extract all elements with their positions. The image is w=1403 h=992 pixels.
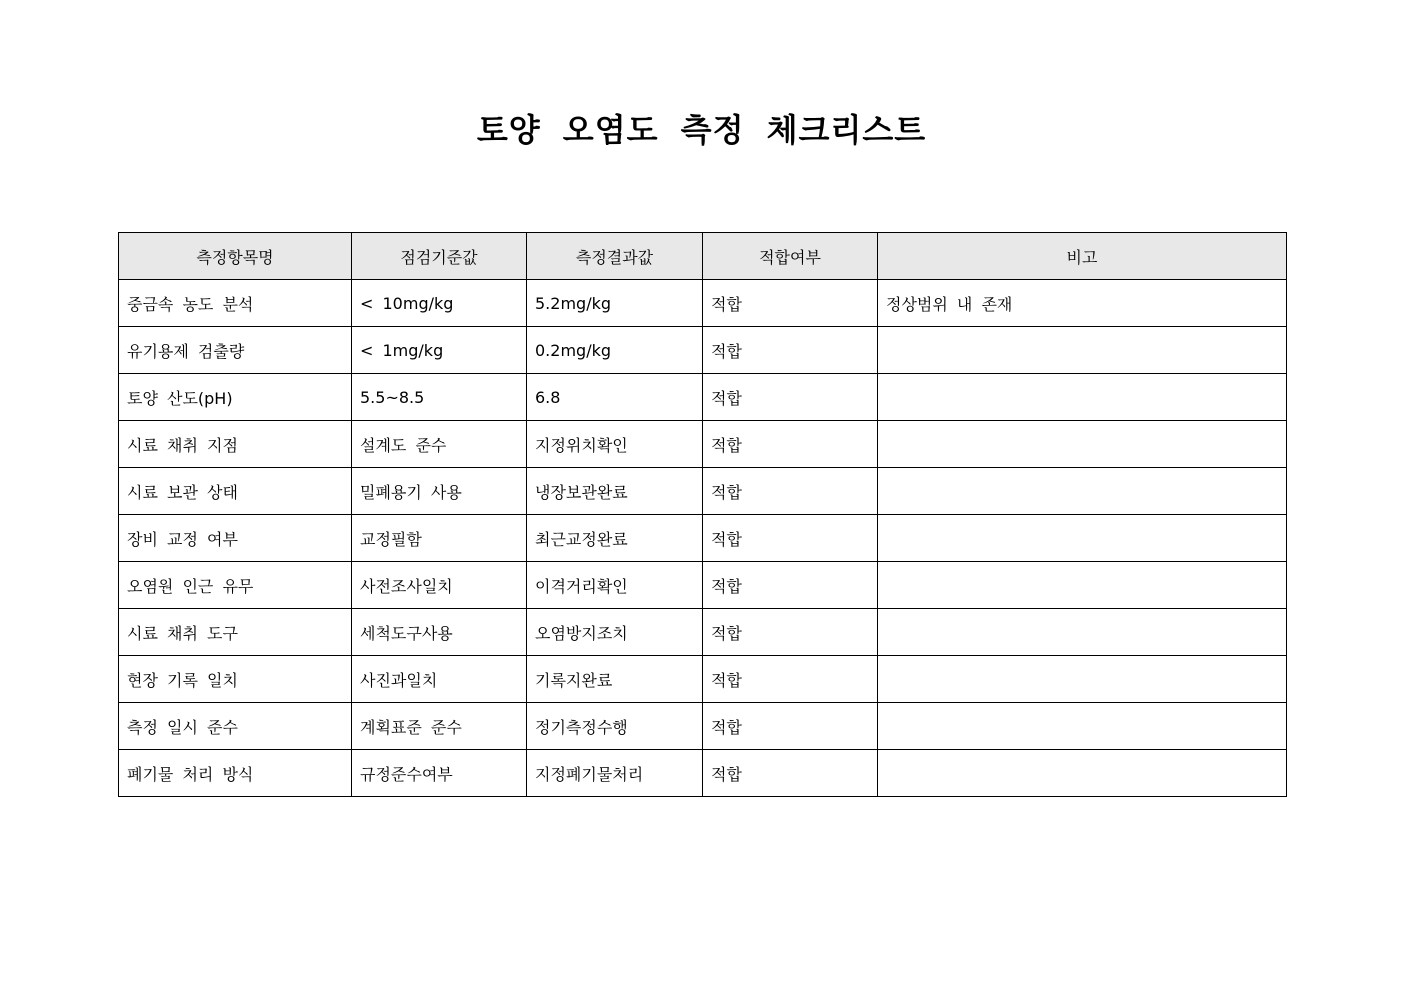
header-remarks: 비고: [878, 233, 1287, 280]
header-item-name: 측정항목명: [119, 233, 352, 280]
cell-standard: 사진과일치: [352, 656, 527, 703]
cell-compliance: 적합: [703, 750, 878, 797]
cell-item-name: 현장 기록 일치: [119, 656, 352, 703]
table-row: [119, 562, 1287, 609]
checklist-table: [118, 232, 1287, 797]
table-row: [119, 750, 1287, 797]
cell-remarks: [878, 750, 1287, 797]
cell-result: 냉장보관완료: [527, 468, 703, 515]
cell-result: 정기측정수행: [527, 703, 703, 750]
table-row: [119, 656, 1287, 703]
cell-item-name: 유기용제 검출량: [119, 327, 352, 374]
cell-remarks: [878, 703, 1287, 750]
cell-result: 최근교정완료: [527, 515, 703, 562]
table-row: [119, 421, 1287, 468]
cell-compliance: 적합: [703, 327, 878, 374]
cell-compliance: 적합: [703, 656, 878, 703]
cell-standard: 세척도구사용: [352, 609, 527, 656]
cell-standard: 설계도 준수: [352, 421, 527, 468]
header-compliance: 적합여부: [703, 233, 878, 280]
cell-remarks: [878, 374, 1287, 421]
cell-standard: 계획표준 준수: [352, 703, 527, 750]
cell-item-name: 오염원 인근 유무: [119, 562, 352, 609]
cell-standard: 교정필함: [352, 515, 527, 562]
cell-compliance: 적합: [703, 468, 878, 515]
cell-remarks: 정상범위 내 존재: [878, 280, 1287, 327]
cell-result: 5.2mg/kg: [527, 280, 703, 327]
cell-item-name: 폐기물 처리 방식: [119, 750, 352, 797]
cell-remarks: [878, 656, 1287, 703]
cell-item-name: 장비 교정 여부: [119, 515, 352, 562]
table-header-row: [119, 233, 1287, 280]
cell-result: 이격거리확인: [527, 562, 703, 609]
cell-item-name: 토양 산도(pH): [119, 374, 352, 421]
cell-item-name: 시료 채취 지점: [119, 421, 352, 468]
table-row: [119, 468, 1287, 515]
table-row: [119, 374, 1287, 421]
document-title: 토양 오염도 측정 체크리스트: [476, 111, 927, 149]
cell-remarks: [878, 515, 1287, 562]
cell-compliance: 적합: [703, 562, 878, 609]
table-row: [119, 609, 1287, 656]
cell-remarks: [878, 562, 1287, 609]
cell-remarks: [878, 468, 1287, 515]
table-row: [119, 280, 1287, 327]
cell-result: 오염방지조치: [527, 609, 703, 656]
cell-item-name: 시료 채취 도구: [119, 609, 352, 656]
table-row: [119, 703, 1287, 750]
cell-standard: 밀폐용기 사용: [352, 468, 527, 515]
header-result: 측정결과값: [527, 233, 703, 280]
cell-result: 기록지완료: [527, 656, 703, 703]
cell-compliance: 적합: [703, 421, 878, 468]
cell-compliance: 적합: [703, 280, 878, 327]
cell-standard: 5.5~8.5: [352, 374, 527, 421]
cell-compliance: 적합: [703, 374, 878, 421]
cell-remarks: [878, 609, 1287, 656]
cell-standard: < 1mg/kg: [352, 327, 527, 374]
cell-remarks: [878, 421, 1287, 468]
cell-remarks: [878, 327, 1287, 374]
cell-result: 지정위치확인: [527, 421, 703, 468]
cell-result: 지정폐기물처리: [527, 750, 703, 797]
cell-compliance: 적합: [703, 703, 878, 750]
table-row: [119, 327, 1287, 374]
table-body: [119, 280, 1287, 797]
cell-standard: < 10mg/kg: [352, 280, 527, 327]
cell-compliance: 적합: [703, 515, 878, 562]
header-standard: 점검기준값: [352, 233, 527, 280]
cell-item-name: 시료 보관 상태: [119, 468, 352, 515]
cell-compliance: 적합: [703, 609, 878, 656]
table-row: [119, 515, 1287, 562]
cell-standard: 규정준수여부: [352, 750, 527, 797]
cell-item-name: 측정 일시 준수: [119, 703, 352, 750]
cell-standard: 사전조사일치: [352, 562, 527, 609]
cell-result: 6.8: [527, 374, 703, 421]
cell-result: 0.2mg/kg: [527, 327, 703, 374]
cell-item-name: 중금속 농도 분석: [119, 280, 352, 327]
